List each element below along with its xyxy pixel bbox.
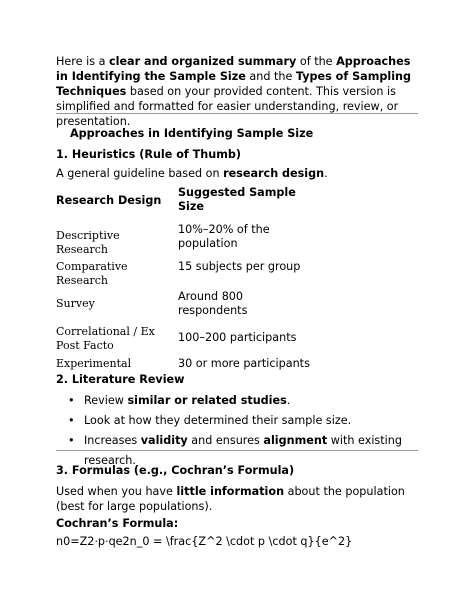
- intro-text: of the: [296, 55, 337, 68]
- item-bold: similar or related studies: [127, 394, 287, 407]
- intro-bold: Types of Sampling Techniques: [56, 70, 412, 98]
- divider-line: [56, 113, 418, 114]
- literature-list: [66, 391, 426, 471]
- usage-text: about the population (best for large populations).: [56, 485, 405, 513]
- table-cell-size: Around 800 respondents: [178, 290, 248, 317]
- intro-paragraph: [56, 54, 426, 129]
- bullet-icon: •: [68, 414, 75, 427]
- table-header-size: Suggested Sample Size: [178, 186, 296, 213]
- bullet-icon: •: [68, 394, 75, 407]
- list-item: [66, 391, 426, 411]
- table-cell-design: Descriptive Research: [56, 229, 120, 256]
- table-row: [52, 223, 314, 257]
- table-header-row: [52, 186, 314, 223]
- table-row: [52, 320, 314, 354]
- item-text: Review: [84, 394, 128, 407]
- intro-bold: Approaches in Identifying the Sample Size: [56, 55, 411, 83]
- table-header-design: Research Design: [56, 194, 162, 207]
- usage-text: Used when you have: [56, 485, 177, 498]
- heuristics-heading: 1. Heuristics (Rule of Thumb): [56, 148, 242, 161]
- guideline-text: [56, 167, 328, 180]
- list-item: [66, 411, 426, 431]
- table-cell-size: 100–200 participants: [178, 331, 297, 344]
- bullet-icon: •: [68, 434, 75, 447]
- item-text: Increases: [84, 434, 141, 447]
- cochran-formula: n0=Z2⋅p⋅qe2n_0 = \frac{Z^2 \cdot p \cdot q}{e^2}: [56, 535, 353, 548]
- table-cell-design: Survey: [56, 297, 95, 310]
- item-text: Look at how they determined their sample size.: [84, 414, 352, 427]
- intro-bold: clear and organized summary: [109, 55, 297, 68]
- intro-text: Here is a: [56, 55, 109, 68]
- guideline-end: .: [324, 167, 328, 180]
- section-title: Approaches in Identifying Sample Size: [70, 127, 314, 140]
- item-text: and ensures: [187, 434, 264, 447]
- item-text: with existing research.: [84, 434, 402, 467]
- item-bold: alignment: [263, 434, 328, 447]
- formula-usage-text: [56, 484, 426, 514]
- intro-text: based on your provided content. This version is simplified and formatted for easier understanding, review, or presentation.: [56, 85, 399, 128]
- table-row: [52, 288, 314, 320]
- table-cell-size: 10%–20% of the population: [178, 223, 270, 250]
- literature-heading: 2. Literature Review: [56, 373, 185, 386]
- table-row: [52, 257, 314, 288]
- divider-line: [56, 450, 418, 451]
- table-cell-size: 15 subjects per group: [178, 260, 301, 273]
- item-text: .: [286, 394, 291, 407]
- table-cell-design: Correlational / Ex Post Facto: [56, 325, 155, 352]
- sample-size-table: [52, 186, 314, 376]
- intro-text: and the: [245, 70, 296, 83]
- item-bold: validity: [140, 434, 188, 447]
- table-cell-design: Comparative Research: [56, 260, 128, 287]
- guideline-plain: A general guideline based on: [56, 167, 224, 180]
- table-cell-size: 30 or more participants: [178, 357, 310, 370]
- table-cell-design: Experimental: [56, 357, 132, 370]
- cochran-label: Cochran’s Formula:: [56, 517, 179, 530]
- formulas-heading: 3. Formulas (e.g., Cochran’s Formula): [56, 464, 295, 477]
- usage-bold: little information: [176, 485, 285, 498]
- guideline-bold: research design: [223, 167, 325, 180]
